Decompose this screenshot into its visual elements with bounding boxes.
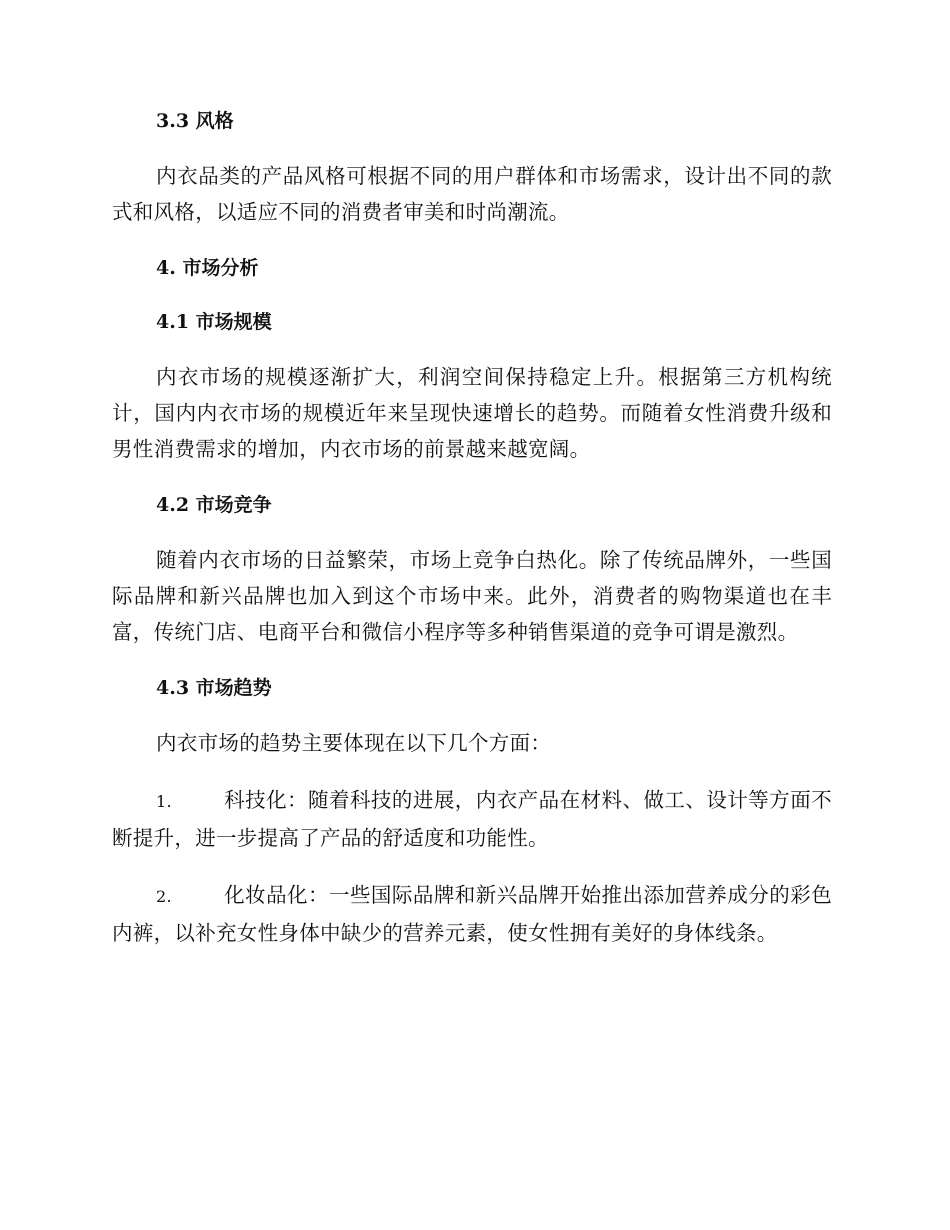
list-item-text: 科技化：随着科技的进展，内衣产品在材料、做工、设计等方面不断提升，进一步提高了产品的舒适度和功能性。 <box>112 788 832 850</box>
paragraph-market-trend-intro: 内衣市场的趋势主要体现在以下几个方面： <box>156 731 552 755</box>
document-content <box>112 104 832 951</box>
heading-4-2-market-competition: 4.2 市场竞争 <box>156 494 272 516</box>
list-item <box>112 782 832 856</box>
heading-4-3-market-trend: 4.3 市场趋势 <box>156 677 272 699</box>
heading-4-market-analysis: 4. 市场分析 <box>156 257 259 279</box>
paragraph-market-size: 内衣市场的规模逐渐扩大，利润空间保持稳定上升。根据第三方机构统计，国内内衣市场的规模近年来呈现快速增长的趋势。而随着女性消费升级和男性消费需求的增加，内衣市场的前景越来越宽阔。 <box>112 365 832 461</box>
list-item-number: 1. <box>156 792 172 811</box>
list-item-number: 2. <box>156 887 172 906</box>
paragraph-market-competition: 随着内衣市场的日益繁荣，市场上竞争白热化。除了传统品牌外，一些国际品牌和新兴品牌也加入到这个市场中来。此外，消费者的购物渠道也在丰富，传统门店、电商平台和微信小程序等多种销售渠道的竞争可谓是激烈。 <box>112 548 832 644</box>
heading-4-1-market-size: 4.1 市场规模 <box>156 311 272 333</box>
heading-3-3-style: 3.3 风格 <box>156 110 234 132</box>
list-item-text: 化妆品化：一些国际品牌和新兴品牌开始推出添加营养成分的彩色内裤，以补充女性身体中缺少的营养元素，使女性拥有美好的身体线条。 <box>112 883 832 945</box>
list-item <box>112 877 832 951</box>
paragraph-style: 内衣品类的产品风格可根据不同的用户群体和市场需求，设计出不同的款式和风格，以适应不同的消费者审美和时尚潮流。 <box>112 164 832 224</box>
